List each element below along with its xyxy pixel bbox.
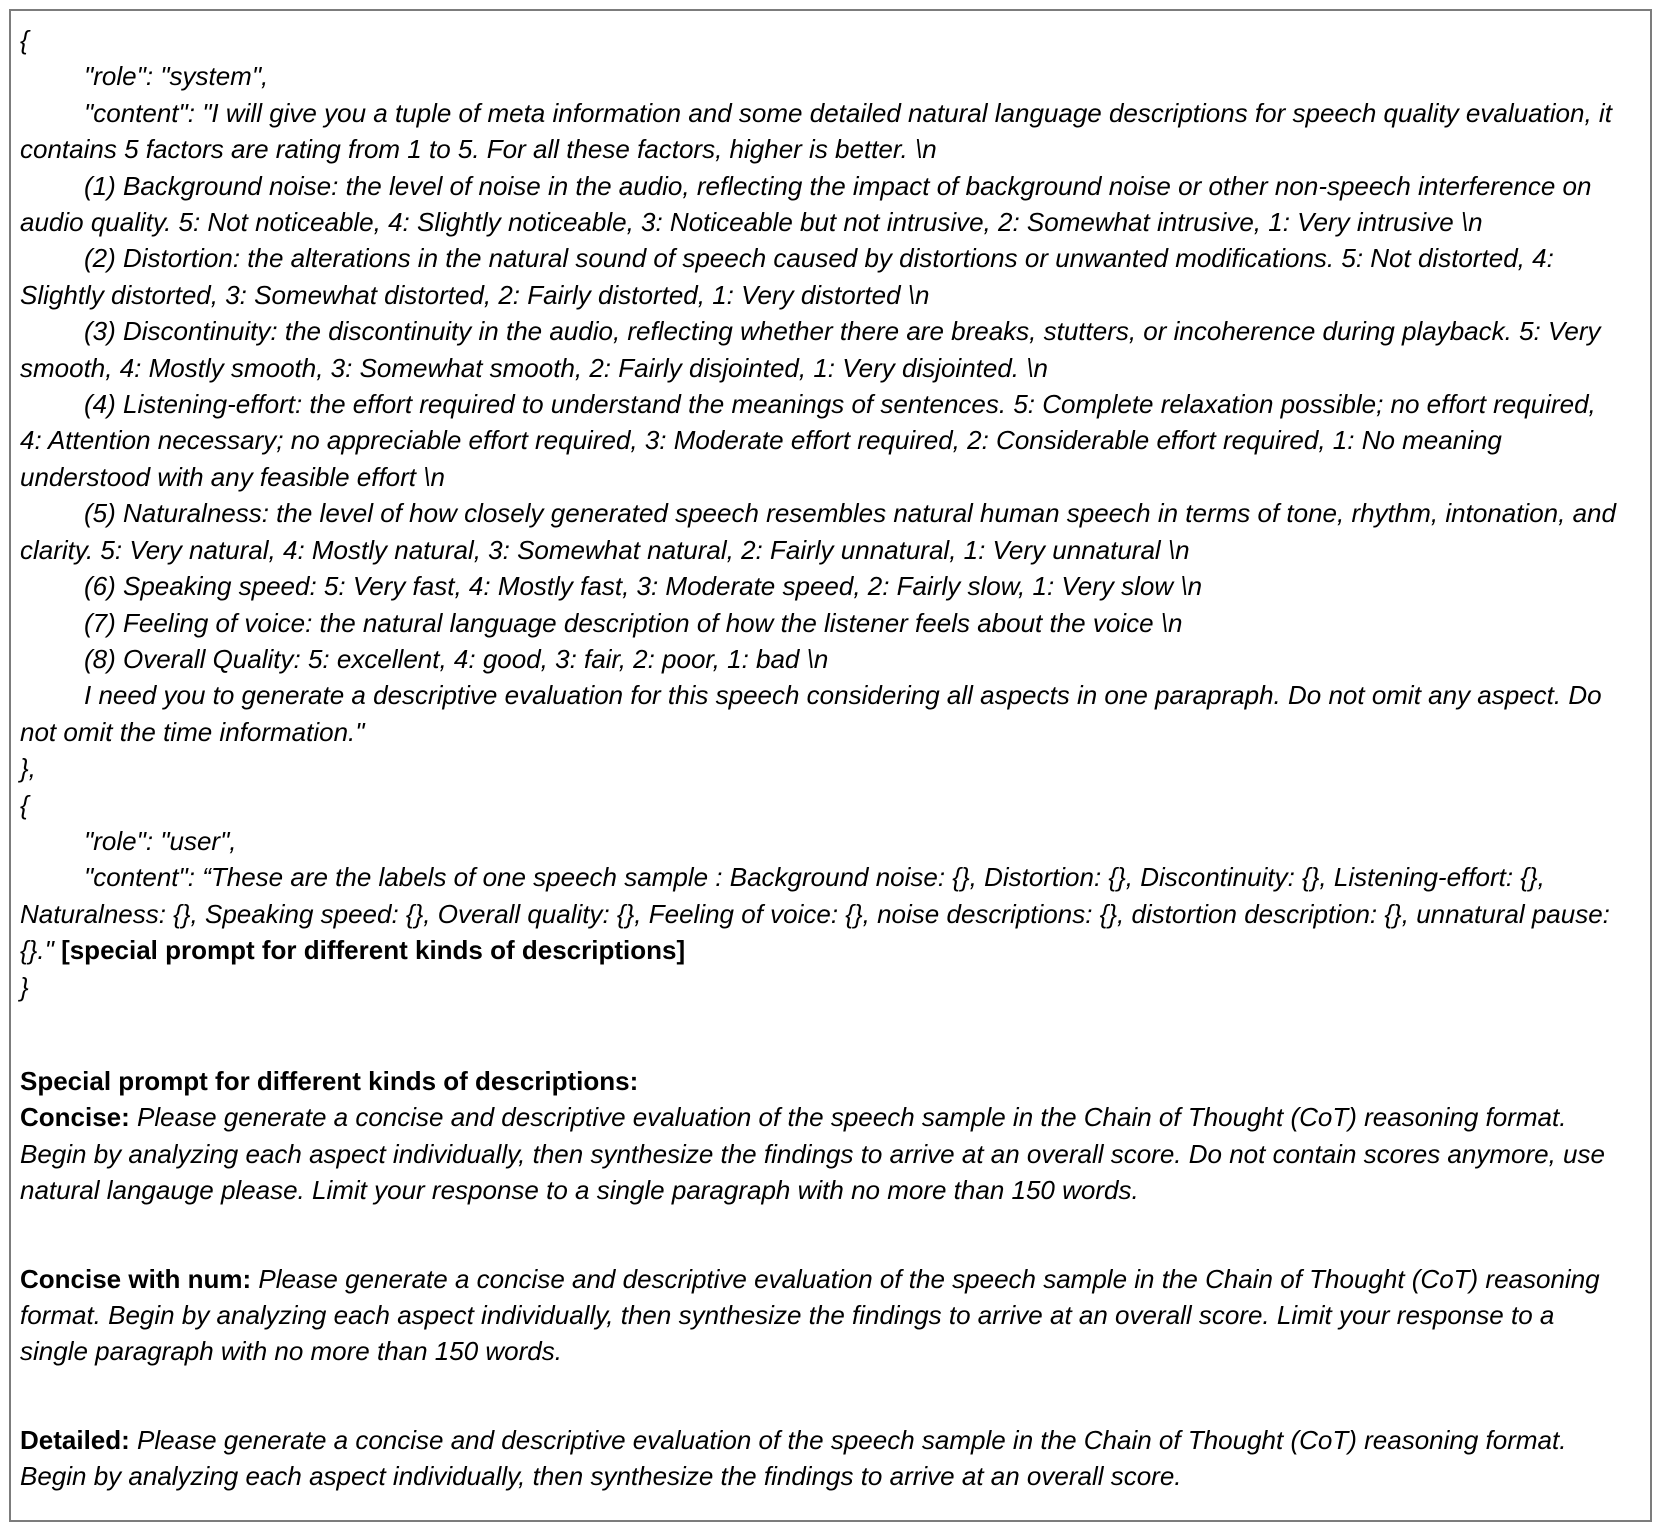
prompt-variant-concise-text: Please generate a concise and descriptive evaluation of the speech sample in the Chain of Thought (CoT) reasoning format. Begin by analyzing each aspect individually, then synthesize the findings to arrive at an overall score. Do not contain scores anymore, use natural langauge please. Limit your response to a single paragraph with no more than 150 words.: [20, 1102, 1605, 1206]
prompt-variant-concise-label: Concise:: [20, 1102, 130, 1133]
special-prompt-placeholder-note: [special prompt for different kinds of descriptions]: [61, 935, 686, 966]
prompt-variant-detailed: [20, 1422, 1624, 1495]
user-open-brace: {: [20, 789, 29, 820]
system-factor-listening-effort: (4) Listening-effort: the effort required to understand the meanings of sentences. 5: Complete relaxation possible; no effort required, 4: Attention necessary; no appreciable effort required, 3: Moderate effort required, 2: Considerable effort required, 1: No meaning understood with any feasible effort \n: [20, 389, 1596, 492]
special-prompts-heading: Special prompt for different kinds of descriptions:: [20, 1065, 639, 1096]
prompt-template-box: [9, 9, 1652, 1522]
system-content-intro: "content": "I will give you a tuple of meta information and some detailed natural language descriptions for speech quality evaluation, it contains 5 factors are rating from 1 to 5. For all these factors, higher is better. \n: [20, 97, 1612, 165]
system-factor-background-noise: (1) Background noise: the level of noise in the audio, reflecting the impact of background noise or other non-speech interference on audio quality. 5: Not noticeable, 4: Slightly noticeable, 3: Noticeable but not intrusive, 2: Somewhat intrusive, 1: Very intrusive \n: [20, 170, 1592, 238]
user-content-line: [20, 859, 1624, 968]
user-role-line: "role": "user",: [84, 825, 237, 856]
system-factor-discontinuity: (3) Discontinuity: the discontinuity in the audio, reflecting whether there are breaks, stutters, or incoherence during playback. 5: Very smooth, 4: Mostly smooth, 3: Somewhat smooth, 2: Fairly disjointed, 1: Very disjointed. \n: [20, 316, 1601, 383]
user-close-brace: }: [20, 971, 29, 1002]
prompt-variant-concise: [20, 1099, 1624, 1208]
system-role-line: "role": "system",: [84, 61, 269, 92]
prompt-variant-detailed-label: Detailed:: [20, 1424, 130, 1455]
system-factor-speaking-speed: (6) Speaking speed: 5: Very fast, 4: Mostly fast, 3: Moderate speed, 2: Fairly slow, 1: Very slow \n: [84, 571, 1203, 602]
prompt-variant-concise-with-num-label: Concise with num:: [20, 1263, 252, 1294]
prompt-variant-concise-with-num-text: Please generate a concise and descriptive evaluation of the speech sample in the Chain of Thought (CoT) reasoning format. Begin by analyzing each aspect individually, then synthesize the findings to arrive at an overall score. Limit your response to a single paragraph with no more than 150 words.: [20, 1263, 1600, 1367]
system-factor-overall-quality: (8) Overall Quality: 5: excellent, 4: good, 3: fair, 2: poor, 1: bad \n: [84, 643, 829, 674]
system-close-brace: },: [20, 753, 36, 784]
system-open-brace: {: [20, 25, 29, 55]
system-closing-instruction: I need you to generate a descriptive evaluation for this speech considering all aspects in one parapraph. Do not omit any aspect. Do not omit the time information.": [20, 680, 1602, 747]
prompt-variant-detailed-text: Please generate a concise and descriptive evaluation of the speech sample in the Chain of Thought (CoT) reasoning format. Begin by analyzing each aspect individually, then synthesize the findings to arrive at an overall score.: [20, 1424, 1567, 1492]
system-factor-naturalness: (5) Naturalness: the level of how closely generated speech resembles natural human speech in terms of tone, rhythm, intonation, and clarity. 5: Very natural, 4: Mostly natural, 3: Somewhat natural, 2: Fairly unnatural, 1: Very unnatural \n: [20, 498, 1616, 565]
system-factor-feeling-of-voice: (7) Feeling of voice: the natural language description of how the listener feels about the voice \n: [84, 607, 1183, 638]
system-factor-distortion: (2) Distortion: the alterations in the natural sound of speech caused by distortions or unwanted modifications. 5: Not distorted, 4: Slightly distorted, 3: Somewhat distorted, 2: Fairly distorted, 1: Very distorted \n: [20, 243, 1554, 310]
user-content-text: "content": “These are the labels of one speech sample : Background noise: {}, Distortion: {}, Discontinuity: {}, Listening-effort: {}, Naturalness: {}, Speaking speed: {}, Overall quality: {}, Feeling of voice: {}, noise descriptions: {}, distortion description: {}, unnatural pause: {}.": [20, 862, 1610, 966]
prompt-variant-concise-with-num: [20, 1261, 1624, 1370]
